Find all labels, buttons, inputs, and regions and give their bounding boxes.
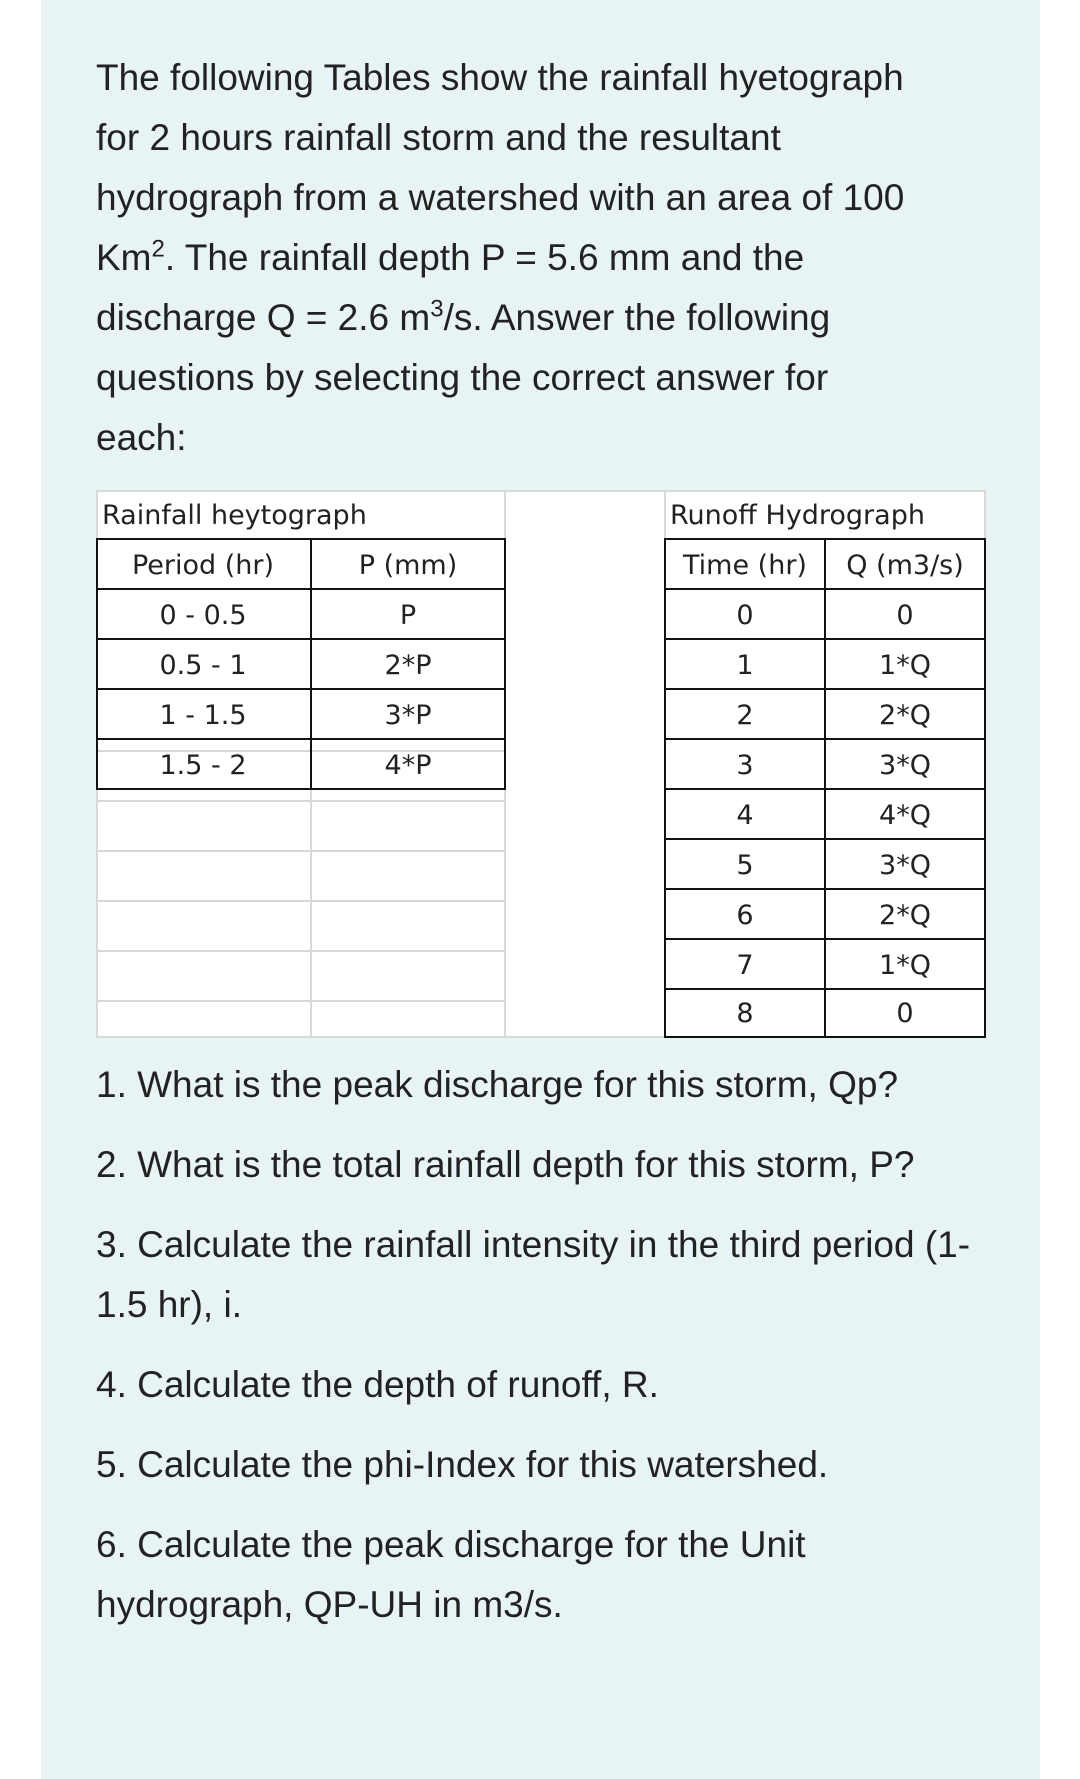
runoff-q-0: 0 bbox=[896, 599, 914, 631]
rainfall-p-3: 3*P bbox=[384, 699, 432, 731]
runoff-q-4: 4*Q bbox=[879, 799, 931, 831]
runoff-time-3: 3 bbox=[736, 749, 754, 781]
rainfall-period-3: 1 - 1.5 bbox=[159, 699, 247, 731]
question-5: 5. Calculate the phi-Index for this watershed. bbox=[96, 1444, 829, 1485]
runoff-table-title: Runoff Hydrograph bbox=[670, 499, 925, 531]
rainfall-table-title: Rainfall heytograph bbox=[102, 499, 367, 531]
discharge-text: discharge Q = 2.6 m bbox=[96, 297, 431, 338]
intro-line-6: questions by selecting the correct answer for bbox=[96, 357, 829, 398]
area-exponent: 2 bbox=[151, 235, 165, 263]
runoff-q-2: 2*Q bbox=[879, 699, 931, 731]
runoff-time-5: 5 bbox=[736, 849, 754, 881]
runoff-time-0: 0 bbox=[736, 599, 754, 631]
intro-line-7: each: bbox=[96, 417, 187, 458]
runoff-q-5: 3*Q bbox=[879, 849, 931, 881]
intro-line-1: The following Tables show the rainfall hyetograph bbox=[96, 57, 904, 98]
runoff-header-q: Q (m3/s) bbox=[846, 549, 964, 581]
intro-line-3: hydrograph from a watershed with an area of 100 bbox=[96, 177, 905, 218]
rainfall-period-1: 0 - 0.5 bbox=[159, 599, 247, 631]
runoff-q-8: 0 bbox=[896, 997, 914, 1029]
area-unit: Km bbox=[96, 237, 152, 278]
rainfall-header-p: P (mm) bbox=[358, 549, 458, 581]
runoff-time-7: 7 bbox=[736, 949, 754, 981]
runoff-time-6: 6 bbox=[736, 899, 754, 931]
rainfall-header-period: Period (hr) bbox=[131, 549, 275, 581]
spreadsheet-image bbox=[96, 490, 986, 1038]
rainfall-p-4: 4*P bbox=[384, 749, 432, 781]
runoff-q-1: 1*Q bbox=[879, 649, 931, 681]
question-4: 4. Calculate the depth of runoff, R. bbox=[96, 1364, 659, 1405]
runoff-time-4: 4 bbox=[736, 799, 754, 831]
discharge-unit-text: /s. Answer the following bbox=[443, 297, 831, 338]
rainfall-p-1: P bbox=[399, 599, 417, 631]
runoff-header-time: Time (hr) bbox=[683, 549, 807, 581]
question-2: 2. What is the total rainfall depth for this storm, P? bbox=[96, 1144, 915, 1185]
runoff-q-3: 3*Q bbox=[879, 749, 931, 781]
question-list bbox=[96, 1055, 996, 1655]
runoff-q-6: 2*Q bbox=[879, 899, 931, 931]
intro-line-5 bbox=[96, 288, 996, 348]
question-3: 3. Calculate the rainfall intensity in the third period (1-1.5 hr), i. bbox=[96, 1224, 971, 1325]
rainfall-period-2: 0.5 - 1 bbox=[159, 649, 247, 681]
problem-statement bbox=[96, 48, 996, 468]
runoff-time-1: 1 bbox=[736, 649, 754, 681]
discharge-exponent: 3 bbox=[430, 295, 444, 323]
intro-line-4 bbox=[96, 228, 996, 288]
runoff-q-7: 1*Q bbox=[879, 949, 931, 981]
rainfall-period-4: 1.5 - 2 bbox=[159, 749, 247, 781]
question-1: 1. What is the peak discharge for this storm, Qp? bbox=[96, 1064, 899, 1105]
intro-line-2: for 2 hours rainfall storm and the resultant bbox=[96, 117, 781, 158]
rainfall-depth-text: . The rainfall depth P = 5.6 mm and the bbox=[164, 237, 805, 278]
runoff-time-2: 2 bbox=[736, 699, 754, 731]
question-6: 6. Calculate the peak discharge for the Unit hydrograph, QP-UH in m3/s. bbox=[96, 1524, 806, 1625]
rainfall-p-2: 2*P bbox=[384, 649, 432, 681]
runoff-time-8: 8 bbox=[736, 997, 754, 1029]
